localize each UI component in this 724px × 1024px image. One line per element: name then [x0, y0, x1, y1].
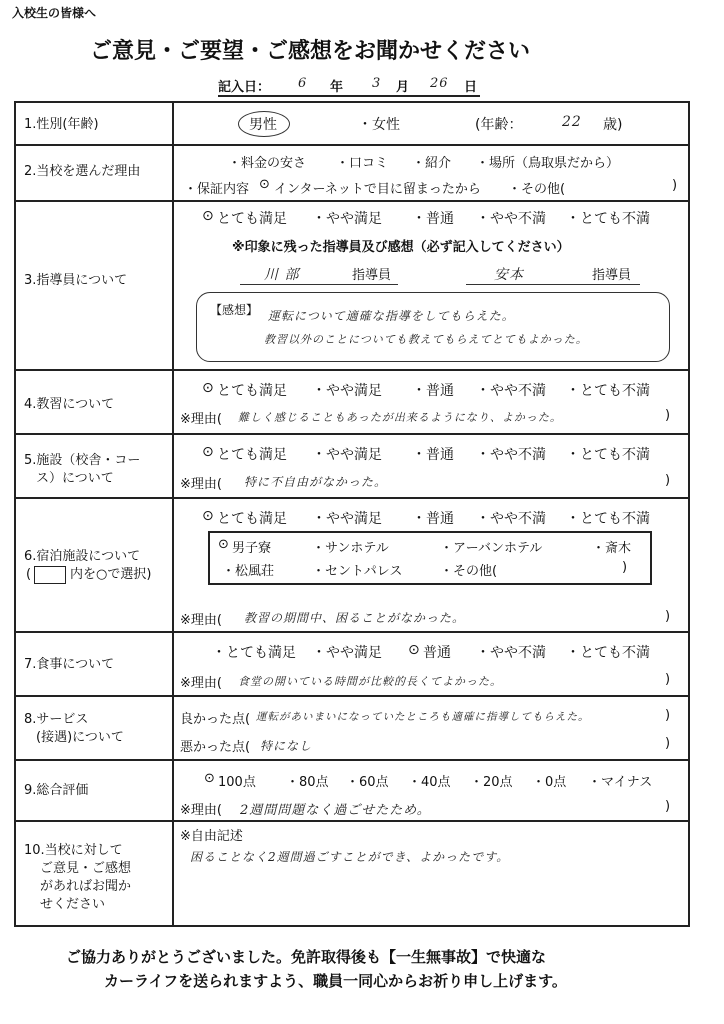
- q9-80: ・80点: [286, 775, 329, 790]
- check-mark-icon: ⊙: [218, 537, 229, 552]
- q10-free-label: ※自由記述: [180, 829, 243, 844]
- q3-impression-line1: 運転について適確な指導をしてもらえた。: [268, 309, 515, 323]
- q6-very-dissatisfied: ・とても不満: [566, 511, 650, 527]
- q5-reason: 特に不自由がなかった。: [244, 475, 388, 489]
- q6-reason: 教習の期間中、困ることがなかった。: [244, 611, 466, 625]
- q4-reason-close: ): [665, 408, 671, 423]
- q1-age-unit: 歳): [603, 117, 623, 133]
- q7-reason: 食堂の開いている時間が比較的長くてよかった。: [238, 675, 502, 688]
- q2-opt-guarantee: ・保証内容: [184, 182, 250, 197]
- q9-20: ・20点: [470, 775, 513, 790]
- q5-very-satisfied: とても満足: [217, 447, 287, 463]
- q6-dorm-other-close: ): [622, 560, 628, 575]
- check-mark-icon: ⊙: [408, 642, 420, 658]
- day-unit: 日: [464, 80, 478, 95]
- row-divider: [14, 631, 690, 633]
- q3-instructor1-name: 川 部: [264, 267, 300, 283]
- q8-label-line1: 8.サービス: [24, 712, 89, 727]
- q10-label-line1: 10.当校に対して: [24, 843, 123, 858]
- q3-somewhat-dissatisfied: ・やや不満: [476, 211, 546, 227]
- date-month: 3: [372, 76, 382, 91]
- q3-very-satisfied: とても満足: [217, 211, 287, 227]
- q2-opt-other-close: ): [672, 178, 678, 193]
- q9-reason-close: ): [665, 799, 671, 814]
- q6-reason-close: ): [665, 609, 671, 624]
- q6-dorm-shofuso: ・松風荘: [222, 564, 275, 579]
- q6-label-line2b: 内を○で選択): [70, 567, 152, 582]
- q2-opt-referral: ・紹介: [412, 156, 452, 171]
- q8-good: 運転があいまいになっていたところも適確に指導してもらえた。: [256, 711, 590, 723]
- check-mark-icon: ⊙: [259, 177, 270, 192]
- q4-very-satisfied: とても満足: [217, 383, 287, 399]
- q9-40: ・40点: [408, 775, 451, 790]
- q2-label: 2.当校を選んだ理由: [24, 164, 141, 179]
- q9-0: ・0点: [532, 775, 567, 790]
- year-unit: 年: [330, 80, 344, 95]
- q9-100: 100点: [218, 775, 256, 790]
- row-divider: [14, 144, 690, 146]
- date-day: 26: [430, 76, 449, 91]
- q5-very-dissatisfied: ・とても不満: [566, 447, 650, 463]
- instructor2-underline: [466, 284, 640, 285]
- q3-somewhat-satisfied: ・やや満足: [312, 211, 382, 227]
- q2-opt-other: ・その他(: [508, 182, 566, 197]
- q2-opt-wordofmouth: ・口コミ: [336, 156, 389, 171]
- row-divider: [14, 497, 690, 499]
- q7-somewhat-satisfied: ・やや満足: [312, 645, 382, 661]
- q4-normal: ・普通: [412, 383, 454, 399]
- q6-label-line2a: (: [26, 567, 32, 582]
- date-underline: [218, 95, 480, 97]
- q7-very-dissatisfied: ・とても不満: [566, 645, 650, 661]
- q8-bad: 特になし: [260, 739, 313, 753]
- q10-free-text: 困ることなく2週間過ごすことができ、よかったです。: [190, 850, 510, 864]
- q10-label-line4: せください: [40, 897, 106, 912]
- form-title: ご意見・ご要望・ご感想をお聞かせください: [90, 39, 531, 64]
- check-mark-icon: ⊙: [202, 444, 214, 460]
- q3-instructor2-name: 安本: [494, 267, 524, 283]
- instructor1-underline: [240, 284, 398, 285]
- q8-label-line2: (接遇)について: [36, 730, 124, 745]
- q6-very-satisfied: とても満足: [217, 511, 287, 527]
- q3-instructor2-unit: 指導員: [592, 268, 632, 283]
- q1-label: 1.性別(年齢): [24, 117, 99, 132]
- check-mark-icon: ⊙: [202, 208, 214, 224]
- q8-bad-label: 悪かった点(: [180, 740, 251, 755]
- label-column-divider: [172, 101, 174, 927]
- q3-very-dissatisfied: ・とても不満: [566, 211, 650, 227]
- date-year: 6: [298, 76, 308, 91]
- q7-reason-label: ※理由(: [180, 676, 222, 691]
- date-row: [218, 76, 488, 96]
- q2-opt-price: ・料金の安さ: [228, 156, 307, 171]
- q5-reason-close: ): [665, 473, 671, 488]
- q7-very-satisfied: ・とても満足: [212, 645, 296, 661]
- q7-normal: 普通: [423, 645, 451, 661]
- q4-reason-label: ※理由(: [180, 412, 222, 427]
- q9-label: 9.総合評価: [24, 783, 89, 798]
- q5-somewhat-dissatisfied: ・やや不満: [476, 447, 546, 463]
- q6-box-icon: [34, 566, 66, 584]
- greeting: 入校生の皆様へ: [12, 6, 97, 20]
- row-divider: [14, 820, 690, 822]
- q10-label-line3: があればお聞か: [40, 879, 132, 894]
- q5-label-line2: ス）について: [36, 471, 114, 486]
- q3-normal: ・普通: [412, 211, 454, 227]
- q4-reason: 難しく感じることもあったが出来るようになり、よかった。: [238, 411, 562, 424]
- q3-impression-label: 【感想】: [210, 303, 259, 317]
- q6-reason-label: ※理由(: [180, 613, 222, 628]
- q7-very-satisfied-text: とても満足: [226, 645, 296, 661]
- q4-label: 4.教習について: [24, 397, 115, 412]
- q6-normal: ・普通: [412, 511, 454, 527]
- q5-somewhat-satisfied: ・やや満足: [312, 447, 382, 463]
- q2-opt-internet: インターネットで目に留まったから: [274, 182, 481, 197]
- q4-somewhat-dissatisfied: ・やや不満: [476, 383, 546, 399]
- month-unit: 月: [396, 80, 410, 95]
- q3-impression-line2: 教習以外のことについても教えてもらえてとてもよかった。: [264, 333, 588, 346]
- q3-instructor-note: ※印象に残った指導員及び感想（必ず記入してください）: [232, 240, 570, 255]
- q8-bad-close: ): [665, 736, 671, 751]
- q2-opt-location: ・場所（鳥取県だから）: [476, 156, 620, 171]
- check-mark-icon: ⊙: [202, 508, 214, 524]
- q10-label-line2: ご意見・ご感想: [40, 861, 132, 876]
- check-mark-icon: ⊙: [204, 771, 215, 786]
- q9-60: ・60点: [346, 775, 389, 790]
- q5-label-line1: 5.施設（校舎・コー: [24, 453, 141, 468]
- q1-age-label: (年齢：: [475, 117, 523, 133]
- q7-label: 7.食事について: [24, 657, 115, 672]
- footer-line1: ご協力ありがとうございました。免許取得後も【一生無事故】で快適な: [66, 948, 547, 966]
- q3-label: 3.指導員について: [24, 273, 128, 288]
- q8-good-label: 良かった点(: [180, 712, 251, 727]
- q6-dorm-other: ・その他(: [440, 564, 498, 579]
- q6-label-line1: 6.宿泊施設について: [24, 549, 141, 564]
- q1-female-option: ・女性: [358, 117, 400, 133]
- check-mark-icon: ⊙: [202, 380, 214, 396]
- q6-dorm-saiki: ・斎木: [592, 541, 632, 556]
- q5-reason-label: ※理由(: [180, 477, 222, 492]
- footer-line2: カーライフを送られますよう、職員一同心からお祈り申し上げます。: [104, 972, 567, 990]
- q6-somewhat-satisfied: ・やや満足: [312, 511, 382, 527]
- q6-somewhat-dissatisfied: ・やや不満: [476, 511, 546, 527]
- row-divider: [14, 695, 690, 697]
- q1-age-value: 22: [562, 114, 582, 130]
- row-divider: [14, 759, 690, 761]
- q9-reason-label: ※理由(: [180, 803, 222, 818]
- q9-minus: ・マイナス: [588, 775, 653, 790]
- q1-male-option: 男性: [249, 117, 277, 133]
- q4-somewhat-satisfied: ・やや満足: [312, 383, 382, 399]
- q9-reason: 2週間問題なく過ごせたため。: [240, 803, 431, 818]
- q4-very-dissatisfied: ・とても不満: [566, 383, 650, 399]
- q6-dorm-male: 男子寮: [232, 541, 272, 556]
- q8-good-close: ): [665, 708, 671, 723]
- q3-instructor1-unit: 指導員: [352, 268, 392, 283]
- row-divider: [14, 433, 690, 435]
- impression-bracket: [196, 292, 670, 362]
- date-label: 記入日：: [218, 80, 271, 95]
- q6-dorm-sunhotel: ・サンホテル: [312, 541, 389, 556]
- q6-dorm-saintpalace: ・セントパレス: [312, 564, 403, 579]
- q7-somewhat-dissatisfied: ・やや不満: [476, 645, 546, 661]
- row-divider: [14, 200, 690, 202]
- q5-normal: ・普通: [412, 447, 454, 463]
- q7-reason-close: ): [665, 672, 671, 687]
- row-divider: [14, 369, 690, 371]
- q6-dorm-urbanhotel: ・アーバンホテル: [440, 541, 543, 556]
- dorm-options-box: [208, 531, 652, 585]
